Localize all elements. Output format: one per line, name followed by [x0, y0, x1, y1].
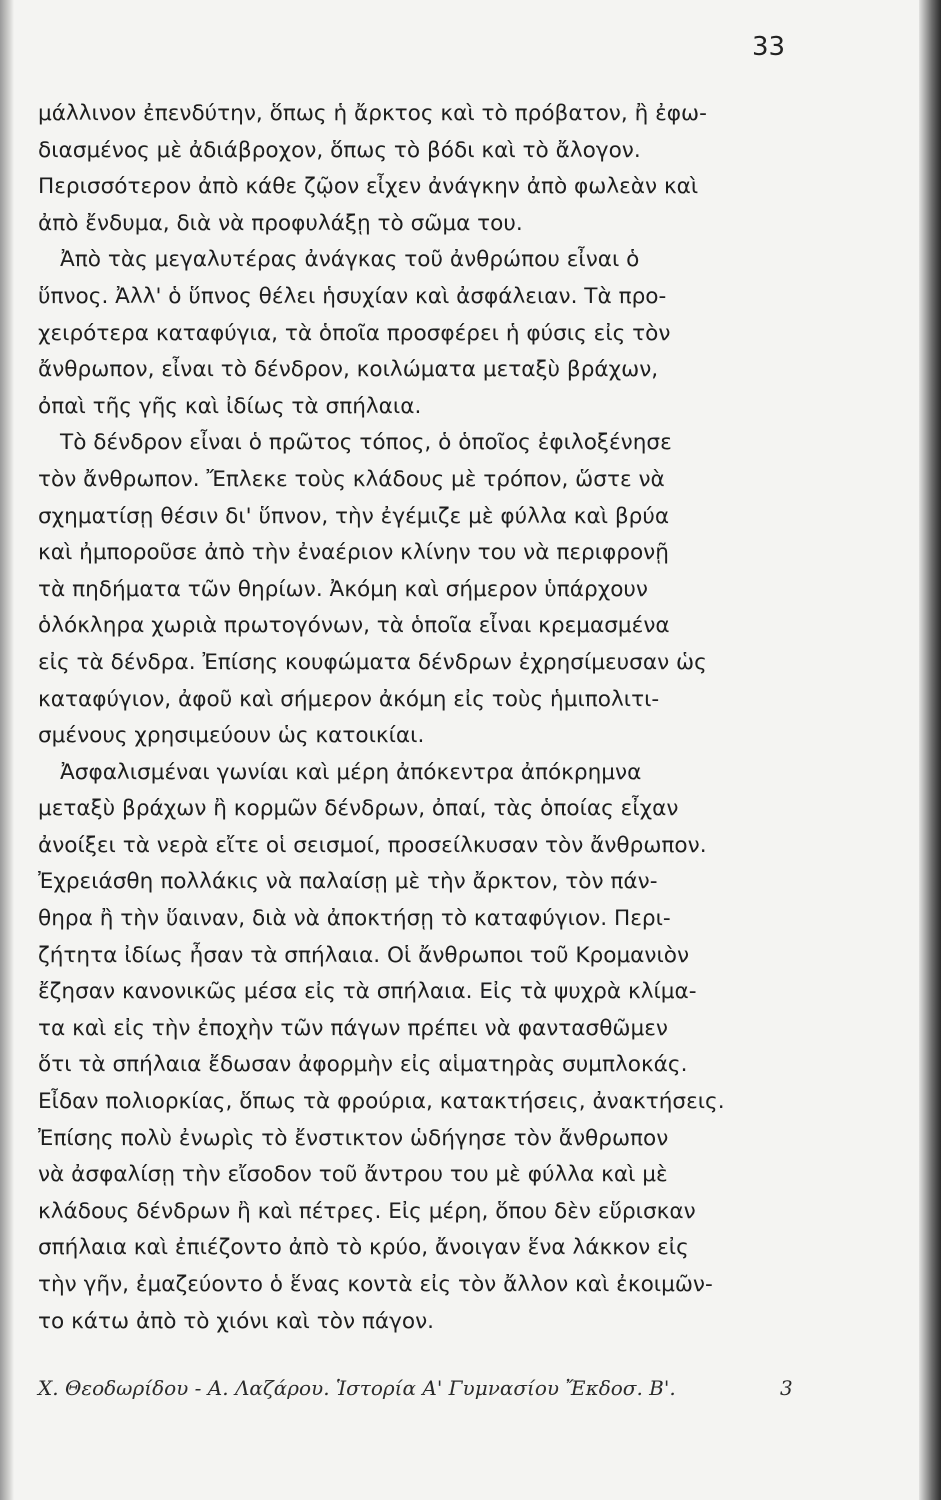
- text-line: [38, 974, 898, 1011]
- text-line-content: ἄνθρωπον, εἶναι τὸ δένδρον, κοιλώματα μεταξὺ βράχων,: [38, 357, 659, 383]
- text-line: [38, 1230, 898, 1267]
- text-line-content: ἀνοίξει τὰ νερὰ εἴτε οἱ σεισμοί, προσείλκυσαν τὸν ἄνθρωπον.: [38, 832, 707, 858]
- text-line-content: τὸν ἄνθρωπον. Ἔπλεκε τοὺς κλάδους μὲ τρόπον, ὥστε νὰ: [38, 466, 665, 492]
- text-line-content: καταφύγιον, ἀφοῦ καὶ σήμερον ἀκόμη εἰς τοὺς ἡμιπολιτι-: [38, 686, 660, 712]
- text-line-content: τὰ πηδήματα τῶν θηρίων. Ἀκόμη καὶ σήμερον ὑπάρχουν: [38, 576, 648, 602]
- text-line-content: ὁλόκληρα χωριὰ πρωτογόνων, τὰ ὁποῖα εἶναι κρεμασμένα: [38, 613, 670, 639]
- text-line: [38, 535, 898, 572]
- text-line: [38, 352, 898, 389]
- text-line: [38, 864, 898, 901]
- text-line-content: σχηματίσῃ θέσιν δι' ὕπνον, τὴν ἐγέμιζε μὲ φύλλα καὶ βρύα: [38, 503, 670, 529]
- text-line-content: ἀπὸ ἔνδυμα, διὰ νὰ προφυλάξῃ τὸ σῶμα του.: [38, 210, 523, 236]
- text-line: [38, 1084, 898, 1121]
- text-line: [38, 206, 898, 243]
- text-line: [38, 645, 898, 682]
- text-line: [38, 316, 898, 353]
- text-line: [38, 425, 898, 462]
- text-line-content: Τὸ δένδρον εἶναι ὁ πρῶτος τόπος, ὁ ὁποῖος ἐφιλοξένησε: [60, 430, 672, 456]
- text-line: [38, 1194, 898, 1231]
- text-line-content: κλάδους δένδρων ἢ καὶ πέτρες. Εἰς μέρη, ὅπου δὲν εὕρισκαν: [38, 1198, 696, 1224]
- signature-mark: 3: [780, 1376, 793, 1400]
- text-line-content: μεταξὺ βράχων ἢ κορμῶν δένδρων, ὀπαί, τὰς ὁποίας εἶχαν: [38, 796, 679, 822]
- text-line: [38, 242, 898, 279]
- text-line: [38, 1011, 898, 1048]
- text-line: [38, 1047, 898, 1084]
- text-line: [38, 96, 898, 133]
- text-line-content: τὴν γῆν, ἐμαζεύοντο ὁ ἕνας κοντὰ εἰς τὸν ἄλλον καὶ ἐκοιμῶν-: [38, 1272, 713, 1297]
- text-line: [38, 1267, 898, 1304]
- text-line-content: νὰ ἀσφαλίσῃ τὴν εἴσοδον τοῦ ἄντρου του μὲ φύλλα καὶ μὲ: [38, 1162, 668, 1188]
- text-line: [38, 462, 898, 499]
- text-line: [38, 572, 898, 609]
- text-line: [38, 133, 898, 170]
- text-line: [38, 755, 898, 792]
- text-line-content: το κάτω ἀπὸ τὸ χιόνι καὶ τὸν πάγον.: [38, 1308, 435, 1334]
- text-line-content: σπήλαια καὶ ἐπιέζοντο ἀπὸ τὸ κρύο, ἄνοιγαν ἕνα λάκκον εἰς: [38, 1235, 689, 1261]
- text-line-content: Ἐπίσης πολὺ ἐνωρὶς τὸ ἔνστικτον ὡδήγησε τὸν ἄνθρωπον: [38, 1125, 669, 1151]
- text-line-content: τα καὶ εἰς τὴν ἐποχὴν τῶν πάγων πρέπει νὰ φαντασθῶμεν: [38, 1015, 668, 1041]
- text-line-content: θηρα ἢ τὴν ὕαιναν, διὰ νὰ ἀποκτήσῃ τὸ καταφύγιον. Περι-: [38, 906, 671, 932]
- text-line: [38, 938, 898, 975]
- text-line: [38, 279, 898, 316]
- text-line-content: ζήτητα ἰδίως ἦσαν τὰ σπήλαια. Οἱ ἄνθρωποι τοῦ Κρομανιὸν: [38, 942, 690, 968]
- text-line: [38, 682, 898, 719]
- text-line-content: εἰς τὰ δένδρα. Ἐπίσης κουφώματα δένδρων ἐχρησίμευσαν ὡς: [38, 649, 707, 675]
- text-line: [38, 1304, 898, 1341]
- gutter-shadow: [0, 0, 14, 1500]
- text-line-content: ὅτι τὰ σπήλαια ἔδωσαν ἀφορμὴν εἰς αἱματηρὰς συμπλοκάς.: [38, 1052, 688, 1078]
- text-line: [38, 389, 898, 426]
- footer-citation: Χ. Θεοδωρίδου - Α. Λαζάρου. Ἱστορία Α' Γυμνασίου Ἔκδοσ. Β'.: [38, 1376, 676, 1400]
- text-line-content: διασμένος μὲ ἀδιάβροχον, ὅπως τὸ βόδι καὶ τὸ ἄλογον.: [38, 137, 641, 163]
- text-line: [38, 901, 898, 938]
- text-line-content: Περισσότερον ἀπὸ κάθε ζῷον εἶχεν ἀνάγκην ἀπὸ φωλεὰν καὶ: [38, 174, 699, 200]
- text-line-content: Ἐχρειάσθη πολλάκις νὰ παλαίσῃ μὲ τὴν ἄρκτον, τὸν πάν-: [38, 869, 658, 895]
- text-line-content: καὶ ἠμποροῦσε ἀπὸ τὴν ἐναέριον κλίνην του νὰ περιφρονῇ: [38, 540, 669, 566]
- text-line: [38, 718, 898, 755]
- page-footer: [38, 1376, 868, 1400]
- text-line-content: Εἶδαν πολιορκίας, ὅπως τὰ φρούρια, κατακτήσεις, ἀνακτήσεις.: [38, 1089, 725, 1115]
- body-text: [38, 96, 898, 1340]
- text-line-content: μάλλινον ἐπενδύτην, ὅπως ἡ ἄρκτος καὶ τὸ πρόβατον, ἢ ἐφω-: [38, 101, 707, 126]
- text-line: [38, 499, 898, 536]
- text-line: [38, 828, 898, 865]
- text-line: [38, 1121, 898, 1158]
- text-line: [38, 791, 898, 828]
- text-line-content: ὕπνος. Ἀλλ' ὁ ὕπνος θέλει ἡσυχίαν καὶ ἀσφάλειαν. Τὰ προ-: [38, 283, 667, 309]
- text-line-content: Ἀπὸ τὰς μεγαλυτέρας ἀνάγκας τοῦ ἀνθρώπου εἶναι ὁ: [60, 247, 640, 273]
- text-line-content: χειρότερα καταφύγια, τὰ ὁποῖα προσφέρει ἡ φύσις εἰς τὸν: [38, 320, 671, 346]
- text-line-content: ὀπαὶ τῆς γῆς καὶ ἰδίως τὰ σπήλαια.: [38, 393, 422, 419]
- text-line: [38, 169, 898, 206]
- text-line-content: ἔζησαν κανονικῶς μέσα εἰς τὰ σπήλαια. Εἰς τὰ ψυχρὰ κλίμα-: [38, 979, 697, 1005]
- text-line: [38, 1157, 898, 1194]
- text-line-content: σμένους χρησιμεύουν ὡς κατοικίαι.: [38, 723, 425, 749]
- text-line: [38, 608, 898, 645]
- text-line-content: Ἀσφαλισμέναι γωνίαι καὶ μέρη ἀπόκεντρα ἀπόκρημνα: [60, 759, 642, 785]
- page-number: 33: [752, 32, 786, 62]
- page-edge-shadow: [919, 0, 941, 1500]
